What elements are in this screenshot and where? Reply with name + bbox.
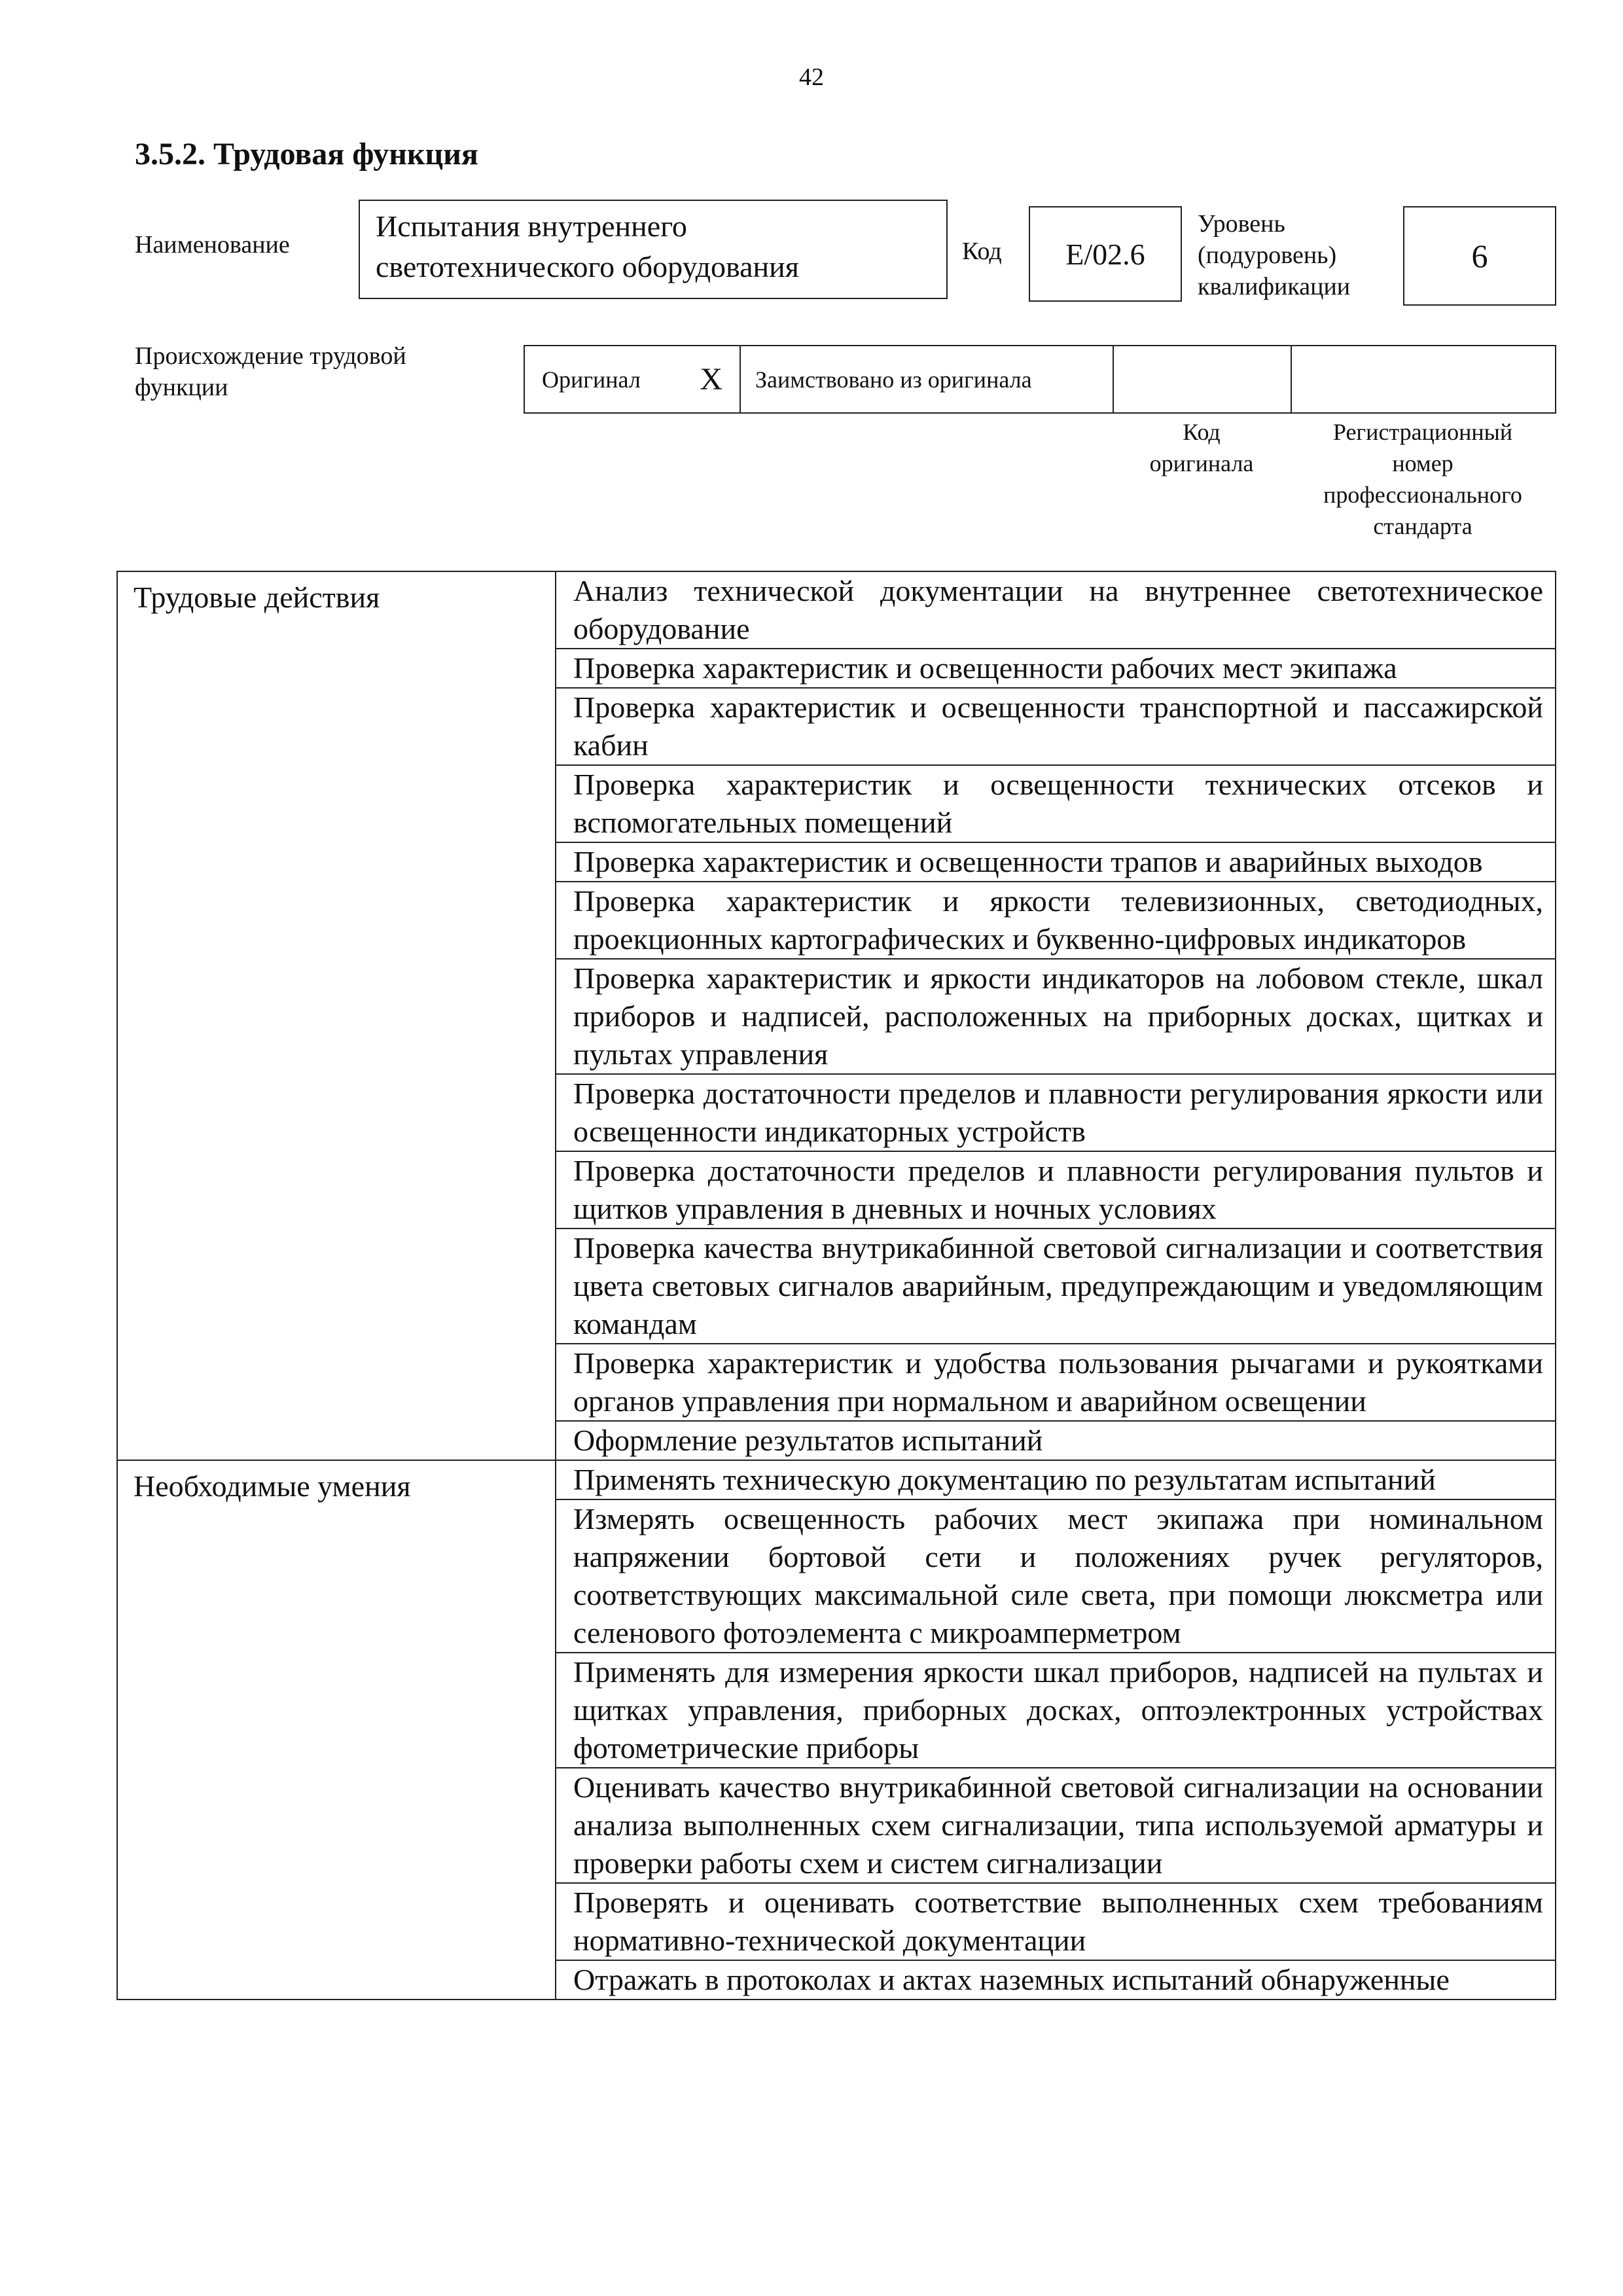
origin-label-line-1: Происхождение трудовой bbox=[135, 342, 406, 370]
labor-action-item: Оформление результатов испытаний bbox=[556, 1421, 1556, 1460]
origin-borrowed-cell bbox=[741, 346, 1114, 412]
level-label-line-3: квалификации bbox=[1198, 273, 1351, 300]
labor-action-item: Проверка характеристик и освещенности трапов и аварийных выходов bbox=[556, 842, 1556, 882]
reg-caption-line-2: номер bbox=[1392, 450, 1454, 476]
level-label-line-2: (подуровень) bbox=[1198, 242, 1337, 269]
table-row bbox=[117, 571, 1556, 649]
reg-caption-line-3: профессионального bbox=[1323, 482, 1522, 508]
code-value: E/02.6 bbox=[1065, 237, 1145, 271]
level-label-line-1: Уровень bbox=[1198, 210, 1285, 238]
level-box bbox=[1403, 206, 1556, 306]
function-name-line-1: Испытания внутреннего bbox=[376, 209, 687, 243]
table-row bbox=[117, 1460, 1556, 1499]
origin-label-line-2: функции bbox=[135, 374, 228, 401]
origin-code-cell bbox=[1114, 346, 1292, 412]
origin-label bbox=[135, 340, 406, 403]
skill-item: Измерять освещенность рабочих мест экипажа при номинальном напряжении бортовой сети и положениях ручек регуляторов, соответствующих максимальной силе света, при помощи люксметра или селенового фотоэлемента с микроамперметром bbox=[556, 1499, 1556, 1653]
labor-action-item: Проверка качества внутрикабинной световой сигнализации и соответствия цвета световых сигналов аварийным, предупреждающим и уведомляющим командам bbox=[556, 1229, 1556, 1344]
reg-caption-line-1: Регистрационный bbox=[1332, 419, 1513, 445]
name-label: Наименование bbox=[135, 231, 290, 259]
original-code-caption-line-1: Код bbox=[1183, 419, 1221, 445]
skill-item: Отражать в протоколах и актах наземных испытаний обнаруженные bbox=[556, 1960, 1556, 2000]
labor-action-item: Проверка достаточности пределов и плавности регулирования яркости или освещенности индикаторных устройств bbox=[556, 1074, 1556, 1151]
origin-row bbox=[524, 345, 1556, 414]
skill-item: Оценивать качество внутрикабинной световой сигнализации на основании анализа выполненных схем сигнализации, типа используемой арматуры и проверки работы схем и систем сигнализации bbox=[556, 1768, 1556, 1883]
original-code-caption bbox=[1113, 416, 1291, 479]
reg-caption-line-4: стандарта bbox=[1373, 513, 1472, 539]
code-label: Код bbox=[962, 238, 1002, 265]
code-box bbox=[1029, 206, 1182, 302]
original-code-caption-line-2: оригинала bbox=[1149, 450, 1254, 476]
original-mark: X bbox=[700, 362, 722, 397]
labor-function-table bbox=[116, 571, 1556, 2000]
labor-action-item: Анализ технической документации на внутреннее светотехническое оборудование bbox=[556, 571, 1556, 649]
borrowed-label: Заимствовано из оригинала bbox=[755, 366, 1032, 393]
page-number: 42 bbox=[799, 63, 824, 91]
skill-item: Проверять и оценивать соответствие выполненных схем требованиям нормативно-технической документации bbox=[556, 1883, 1556, 1960]
labor-actions-label: Трудовые действия bbox=[117, 571, 556, 1460]
reg-number-caption bbox=[1289, 416, 1556, 542]
section-title: 3.5.2. Трудовая функция bbox=[135, 137, 478, 171]
skill-item: Применять для измерения яркости шкал приборов, надписей на пультах и щитках управления, приборных досках, оптоэлектронных устройствах фотометрические приборы bbox=[556, 1653, 1556, 1768]
original-label: Оригинал bbox=[542, 366, 641, 393]
labor-action-item: Проверка достаточности пределов и плавности регулирования пультов и щитков управления в дневных и ночных условиях bbox=[556, 1151, 1556, 1229]
labor-action-item: Проверка характеристик и яркости индикаторов на лобовом стекле, шкал приборов и надписей, расположенных на приборных досках, щитках и пультах управления bbox=[556, 959, 1556, 1074]
labor-action-item: Проверка характеристик и освещенности рабочих мест экипажа bbox=[556, 649, 1556, 688]
function-name-box bbox=[359, 200, 948, 299]
labor-action-item: Проверка характеристик и яркости телевизионных, светодиодных, проекционных картографических и буквенно-цифровых индикаторов bbox=[556, 882, 1556, 959]
origin-reg-number-cell bbox=[1292, 346, 1555, 412]
labor-action-item: Проверка характеристик и удобства пользования рычагами и рукоятками органов управления при нормальном и аварийном освещении bbox=[556, 1344, 1556, 1421]
origin-original-cell bbox=[525, 346, 741, 412]
function-name-line-2: светотехнического оборудования bbox=[376, 250, 799, 283]
labor-action-item: Проверка характеристик и освещенности технических отсеков и вспомогательных помещений bbox=[556, 765, 1556, 842]
skill-item: Применять техническую документацию по результатам испытаний bbox=[556, 1460, 1556, 1499]
required-skills-label: Необходимые умения bbox=[117, 1460, 556, 2000]
level-label bbox=[1198, 208, 1350, 302]
level-value: 6 bbox=[1471, 238, 1488, 274]
labor-action-item: Проверка характеристик и освещенности транспортной и пассажирской кабин bbox=[556, 688, 1556, 765]
